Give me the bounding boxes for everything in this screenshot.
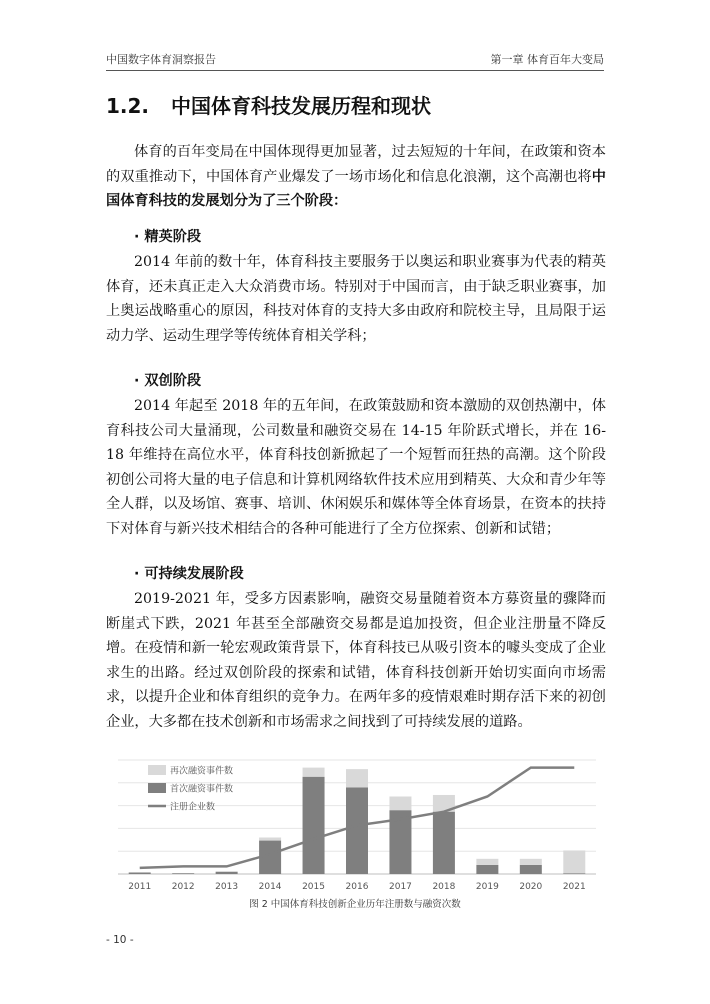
- bar-repeat-funding: [389, 796, 411, 810]
- x-tick-label: 2012: [171, 882, 195, 892]
- x-tick-label: 2018: [432, 882, 456, 892]
- registration-funding-chart: [112, 756, 602, 896]
- running-header-right: 第一章 体育百年大变局: [490, 53, 604, 66]
- header-divider: [106, 70, 604, 71]
- stage-title-elite: · 精英阶段: [134, 229, 202, 245]
- stage-title-dual-innovation: · 双创阶段: [134, 373, 202, 389]
- x-tick-label: 2021: [562, 882, 586, 892]
- x-tick-label: 2013: [215, 882, 239, 892]
- bar-repeat-funding: [476, 859, 498, 865]
- running-header-left: 中国数字体育洞察报告: [106, 53, 216, 66]
- stage-paragraph-dual-innovation: [106, 394, 606, 541]
- stage-title-sustainable: · 可持续发展阶段: [134, 566, 244, 582]
- section-title: 中国体育科技发展历程和现状: [171, 94, 432, 118]
- legend-label: 再次融资事件数: [170, 766, 234, 777]
- x-tick-label: 2017: [389, 882, 412, 892]
- intro-bold-text: 中国体育科技的发展划分为了三个阶段：: [106, 168, 606, 209]
- x-tick-label: 2014: [258, 882, 282, 892]
- legend-swatch-bar: [148, 765, 166, 775]
- intro-paragraph: [106, 140, 606, 214]
- stage-text-elite: 2014 年前的数十年，体育科技主要服务于以奥运和职业赛事为代表的精英体育，还未真正走入大众消费市场。特别对于中国而言，由于缺乏职业赛事，加上奥运战略重心的原因，科技对体育的支持大多由政府和院校主导，且局限于运动力学、运动生理学等传统体育相关学科；: [106, 254, 606, 344]
- chart-x-ticks: [128, 882, 585, 892]
- bar-first-funding: [303, 777, 325, 874]
- page-number: - 10 -: [106, 934, 134, 946]
- x-tick-label: 2011: [128, 882, 152, 892]
- x-tick-label: 2020: [519, 882, 543, 892]
- bar-first-funding: [346, 787, 368, 874]
- bar-first-funding: [172, 873, 194, 874]
- stage-paragraph-sustainable: [106, 587, 606, 734]
- figure-caption: 图 2 中国体育科技创新企业历年注册数与融资次数: [249, 899, 461, 910]
- intro-text: 体育的百年变局在中国体现得更加显著，过去短短的十年间，在政策和资本的双重推动下，中国体育产业爆发了一场市场化和信息化浪潮，这个高潮也将: [106, 144, 606, 185]
- bar-repeat-funding: [563, 850, 585, 873]
- bar-first-funding: [563, 873, 585, 874]
- bar-first-funding: [520, 865, 542, 874]
- section-number: 1.2.: [106, 94, 150, 118]
- legend-label: 注册企业数: [170, 802, 216, 813]
- legend-swatch-bar: [148, 783, 166, 793]
- bar-first-funding: [476, 865, 498, 874]
- bar-repeat-funding: [259, 838, 281, 841]
- stage-text-dual-innovation: 2014 年起至 2018 年的五年间，在政策鼓励和资本激励的双创热潮中，体育科技公司大量涌现，公司数量和融资交易在 14-15 年阶跃式增长，并在 16-18 年维持在高位水平，体育科技创新掀起了一个短暂而狂热的高潮。这个阶段初创公司将大量的电子信息和计算机网络软件技术应用到精英、大众和青少年等全人群，以及场馆、赛事、培训、休闲娱乐和媒体等全体育场景，在资本的扶持下对体育与新兴技术相结合的各种可能进行了全方位探索、创新和试错；: [106, 398, 606, 537]
- x-tick-label: 2019: [475, 882, 499, 892]
- stage-text-sustainable: 2019-2021 年，受多方因素影响，融资交易量随着资本方募资量的骤降而断崖式下跌，2021 年甚至全部融资交易都是追加投资，但企业注册量不降反增。在疫情和新一轮宏观政策背景下，体育科技已从吸引资本的噱头变成了企业求生的出路。经过双创阶段的探索和试错，体育科技创新开始切实面向市场需求，以提升企业和体育组织的竞争力。在两年多的疫情艰难时期存活下来的初创企业，大多都在技术创新和市场需求之间找到了可持续发展的道路。: [106, 591, 606, 730]
- bar-repeat-funding: [303, 768, 325, 777]
- section-heading: [106, 90, 431, 119]
- x-tick-label: 2015: [302, 882, 325, 892]
- stage-paragraph-elite: [106, 250, 606, 348]
- legend-label: 首次融资事件数: [170, 784, 234, 795]
- bar-first-funding: [216, 872, 238, 874]
- bar-repeat-funding: [346, 769, 368, 787]
- bar-first-funding: [129, 872, 151, 874]
- bar-first-funding: [433, 812, 455, 874]
- bar-repeat-funding: [520, 859, 542, 865]
- x-tick-label: 2016: [345, 882, 369, 892]
